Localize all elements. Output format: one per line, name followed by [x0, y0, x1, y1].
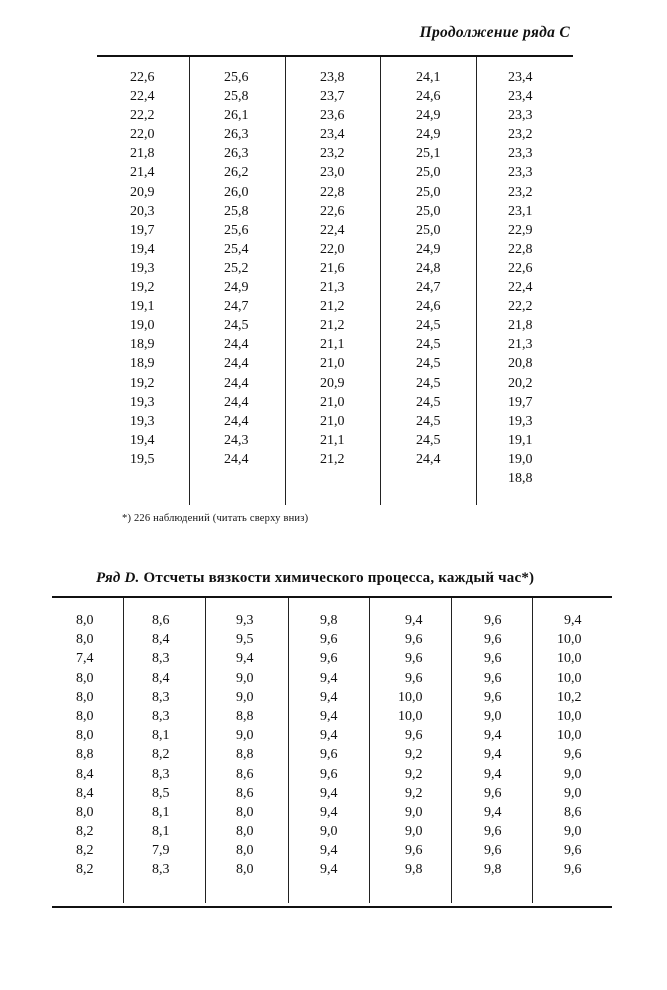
table-cell: 24,7: [224, 299, 249, 315]
table-cell: 9,6: [564, 862, 582, 878]
table-cell: 9,0: [405, 824, 423, 840]
table-cell: 21,1: [320, 337, 345, 353]
table-cell: 24,5: [224, 318, 249, 334]
series-d-column-6: [484, 611, 502, 880]
table-cell: 21,3: [508, 337, 533, 353]
table-cell: 9,6: [564, 843, 582, 859]
table-cell: 22,8: [320, 184, 345, 200]
table-cell: 18,8: [508, 470, 533, 486]
table-cell: 9,8: [484, 862, 502, 878]
table-cell: 20,3: [130, 203, 155, 219]
table-cell: 26,1: [224, 108, 249, 124]
table-cell: 10,0: [557, 708, 582, 724]
table-cell: 21,8: [130, 146, 155, 162]
table-cell: 9,5: [236, 632, 254, 648]
table-cell: 24,5: [416, 356, 441, 372]
table-cell: 8,2: [76, 843, 94, 859]
table-cell: 8,0: [236, 843, 254, 859]
table-cell: 9,6: [320, 747, 338, 763]
series-c-column-3: [320, 68, 345, 469]
table-cell: 8,0: [236, 862, 254, 878]
table-cell: 19,2: [130, 280, 155, 296]
table-cell: 9,6: [484, 824, 502, 840]
table-cell: 8,0: [76, 670, 94, 686]
series-c-divider: [189, 57, 190, 505]
table-cell: 24,9: [224, 280, 249, 296]
series-d-column-3: [236, 611, 254, 880]
table-cell: 9,6: [320, 632, 338, 648]
table-cell: 9,0: [564, 824, 582, 840]
table-cell: 22,0: [320, 241, 345, 257]
table-cell: 9,0: [236, 689, 254, 705]
table-cell: 8,0: [236, 804, 254, 820]
table-cell: 25,0: [416, 203, 441, 219]
table-cell: 22,8: [508, 241, 533, 257]
table-cell: 8,0: [76, 613, 94, 628]
table-cell: 23,8: [320, 70, 345, 85]
table-cell: 8,0: [76, 804, 94, 820]
table-cell: 26,3: [224, 127, 249, 143]
table-cell: 21,1: [320, 432, 345, 448]
series-d-divider: [288, 598, 289, 903]
table-cell: 9,8: [405, 862, 423, 878]
table-cell: 9,8: [320, 613, 338, 628]
series-c-column-5: [508, 68, 533, 488]
table-cell: 24,5: [416, 318, 441, 334]
series-c-divider: [380, 57, 381, 505]
series-d-divider: [451, 598, 452, 903]
table-cell: 8,3: [152, 651, 170, 667]
series-d-divider: [532, 598, 533, 903]
table-cell: 22,6: [130, 70, 155, 85]
table-cell: 9,4: [320, 804, 338, 820]
table-cell: 25,4: [224, 241, 249, 257]
table-cell: 19,0: [508, 451, 533, 467]
series-d-divider: [123, 598, 124, 903]
table-cell: 19,3: [130, 413, 155, 429]
series-d-column-4: [320, 611, 338, 880]
table-cell: 21,2: [320, 318, 345, 334]
table-cell: 18,9: [130, 356, 155, 372]
table-cell: 21,2: [320, 451, 345, 467]
table-cell: 24,9: [416, 108, 441, 124]
table-cell: 9,4: [320, 708, 338, 724]
table-cell: 19,0: [130, 318, 155, 334]
table-cell: 8,6: [236, 785, 254, 801]
table-cell: 9,6: [405, 632, 423, 648]
table-cell: 25,1: [416, 146, 441, 162]
table-cell: 22,0: [130, 127, 155, 143]
series-d-column-5: [398, 611, 423, 880]
table-cell: 9,4: [236, 651, 254, 667]
table-cell: 9,4: [320, 670, 338, 686]
series-d-column-1: [76, 611, 94, 880]
table-cell: 9,6: [484, 632, 502, 648]
table-cell: 25,0: [416, 184, 441, 200]
table-cell: 8,3: [152, 708, 170, 724]
table-cell: 22,4: [508, 280, 533, 296]
table-cell: 23,0: [320, 165, 345, 181]
table-cell: 8,8: [236, 747, 254, 763]
table-cell: 24,5: [416, 394, 441, 410]
table-cell: 9,6: [484, 613, 502, 628]
table-cell: 8,0: [76, 689, 94, 705]
table-cell: 9,2: [405, 785, 423, 801]
table-cell: 18,9: [130, 337, 155, 353]
table-cell: 9,2: [405, 747, 423, 763]
table-cell: 9,6: [405, 670, 423, 686]
table-cell: 9,6: [484, 843, 502, 859]
table-cell: 25,0: [416, 165, 441, 181]
table-cell: 8,6: [236, 766, 254, 782]
table-cell: 8,0: [236, 824, 254, 840]
table-cell: 22,4: [320, 222, 345, 238]
table-cell: 24,7: [416, 280, 441, 296]
table-cell: 23,3: [508, 108, 533, 124]
table-cell: 8,8: [236, 708, 254, 724]
table-cell: 8,3: [152, 689, 170, 705]
series-d-column-7: [557, 611, 582, 880]
table-cell: 8,4: [76, 785, 94, 801]
table-cell: 24,9: [416, 241, 441, 257]
table-cell: 10,0: [398, 708, 423, 724]
table-cell: 9,4: [320, 862, 338, 878]
table-cell: 21,0: [320, 356, 345, 372]
table-cell: 23,2: [320, 146, 345, 162]
table-cell: 9,6: [320, 651, 338, 667]
table-cell: 26,2: [224, 165, 249, 181]
table-cell: 9,0: [564, 785, 582, 801]
table-cell: 24,4: [224, 413, 249, 429]
table-cell: 19,5: [130, 451, 155, 467]
table-cell: 21,6: [320, 260, 345, 276]
table-cell: 24,4: [224, 356, 249, 372]
table-cell: 20,9: [320, 375, 345, 391]
series-c-top-rule: [97, 55, 573, 57]
table-cell: 10,2: [557, 689, 582, 705]
table-cell: 19,2: [130, 375, 155, 391]
table-cell: 22,4: [130, 89, 155, 105]
table-cell: 25,8: [224, 203, 249, 219]
table-cell: 23,2: [508, 127, 533, 143]
table-cell: 9,4: [320, 728, 338, 744]
table-cell: 24,6: [416, 89, 441, 105]
table-cell: 8,5: [152, 785, 170, 801]
table-cell: 19,1: [130, 299, 155, 315]
table-cell: 9,6: [320, 766, 338, 782]
series-d-title: [96, 570, 534, 587]
table-cell: 7,4: [76, 651, 94, 667]
table-cell: 9,4: [320, 785, 338, 801]
table-cell: 8,4: [152, 670, 170, 686]
series-d-title-prefix: Ряд D.: [96, 570, 140, 586]
table-cell: 8,6: [564, 804, 582, 820]
table-cell: 9,6: [484, 670, 502, 686]
table-cell: 23,7: [320, 89, 345, 105]
table-cell: 8,3: [152, 766, 170, 782]
table-cell: 24,4: [224, 451, 249, 467]
continuation-title: Продолжение ряда C: [419, 24, 570, 41]
table-cell: 25,8: [224, 89, 249, 105]
series-c-footnote: *) 226 наблюдений (читать сверху вниз): [122, 513, 309, 524]
table-cell: 23,3: [508, 165, 533, 181]
table-cell: 9,6: [405, 728, 423, 744]
table-cell: 20,8: [508, 356, 533, 372]
table-cell: 20,9: [130, 184, 155, 200]
series-c-column-1: [130, 68, 155, 469]
table-cell: 21,3: [320, 280, 345, 296]
table-cell: 9,3: [236, 613, 254, 628]
table-cell: 9,0: [405, 804, 423, 820]
table-cell: 19,7: [508, 394, 533, 410]
table-cell: 10,0: [557, 670, 582, 686]
table-cell: 7,9: [152, 843, 170, 859]
table-cell: 19,3: [130, 260, 155, 276]
table-cell: 8,8: [76, 747, 94, 763]
series-d-divider: [369, 598, 370, 903]
table-cell: 21,2: [320, 299, 345, 315]
table-cell: 21,0: [320, 394, 345, 410]
table-cell: 10,0: [557, 651, 582, 667]
table-cell: 10,0: [557, 728, 582, 744]
series-c-divider: [285, 57, 286, 505]
table-cell: 9,6: [484, 785, 502, 801]
table-cell: 19,4: [130, 432, 155, 448]
table-cell: 19,1: [508, 432, 533, 448]
table-cell: 24,5: [416, 432, 441, 448]
table-cell: 9,6: [484, 651, 502, 667]
table-cell: 10,0: [557, 632, 582, 648]
table-cell: 19,3: [130, 394, 155, 410]
table-cell: 9,0: [236, 670, 254, 686]
table-cell: 9,0: [564, 766, 582, 782]
series-d-column-2: [152, 611, 170, 880]
table-cell: 23,4: [508, 70, 533, 85]
table-cell: 22,2: [130, 108, 155, 124]
table-cell: 9,4: [484, 766, 502, 782]
series-c-column-2: [224, 68, 249, 469]
table-cell: 8,6: [152, 613, 170, 628]
table-cell: 24,8: [416, 260, 441, 276]
table-cell: 24,4: [224, 375, 249, 391]
table-cell: 23,2: [508, 184, 533, 200]
table-cell: 9,4: [484, 747, 502, 763]
table-cell: 8,0: [76, 632, 94, 648]
table-cell: 9,6: [564, 747, 582, 763]
table-cell: 9,6: [484, 689, 502, 705]
table-cell: 24,4: [416, 451, 441, 467]
series-d-bottom-rule: [52, 906, 612, 908]
table-cell: 9,2: [405, 766, 423, 782]
table-cell: 21,8: [508, 318, 533, 334]
table-cell: 8,1: [152, 804, 170, 820]
table-cell: 21,0: [320, 413, 345, 429]
table-cell: 10,0: [398, 689, 423, 705]
table-cell: 19,7: [130, 222, 155, 238]
table-cell: 19,3: [508, 413, 533, 429]
table-cell: 24,5: [416, 375, 441, 391]
table-cell: 9,6: [405, 843, 423, 859]
table-cell: 24,4: [224, 394, 249, 410]
table-cell: 23,4: [508, 89, 533, 105]
table-cell: 24,4: [224, 337, 249, 353]
table-cell: 26,0: [224, 184, 249, 200]
table-cell: 8,2: [76, 824, 94, 840]
table-cell: 8,0: [76, 728, 94, 744]
series-c-divider: [476, 57, 477, 505]
table-cell: 9,4: [564, 613, 582, 628]
table-cell: 25,2: [224, 260, 249, 276]
table-cell: 8,1: [152, 728, 170, 744]
table-cell: 8,4: [152, 632, 170, 648]
table-cell: 9,0: [484, 708, 502, 724]
table-cell: 9,4: [320, 689, 338, 705]
table-cell: 25,0: [416, 222, 441, 238]
table-cell: 8,2: [152, 747, 170, 763]
table-cell: 22,6: [508, 260, 533, 276]
table-cell: 9,4: [320, 843, 338, 859]
table-cell: 9,0: [320, 824, 338, 840]
series-d-title-text: Отсчеты вязкости химического процесса, каждый час*): [139, 570, 535, 586]
table-cell: 8,0: [76, 708, 94, 724]
table-cell: 8,2: [76, 862, 94, 878]
table-cell: 20,2: [508, 375, 533, 391]
table-cell: 23,4: [320, 127, 345, 143]
table-cell: 25,6: [224, 70, 249, 85]
table-cell: 9,6: [405, 651, 423, 667]
table-cell: 8,4: [76, 766, 94, 782]
table-cell: 24,5: [416, 337, 441, 353]
table-cell: 23,3: [508, 146, 533, 162]
table-cell: 24,3: [224, 432, 249, 448]
series-c-column-4: [416, 68, 441, 469]
table-cell: 23,1: [508, 203, 533, 219]
table-cell: 9,4: [484, 728, 502, 744]
series-d-divider: [205, 598, 206, 903]
table-cell: 9,4: [405, 613, 423, 628]
table-cell: 25,6: [224, 222, 249, 238]
table-cell: 19,4: [130, 241, 155, 257]
table-cell: 24,1: [416, 70, 441, 85]
table-cell: 8,3: [152, 862, 170, 878]
table-cell: 22,9: [508, 222, 533, 238]
table-cell: 9,4: [484, 804, 502, 820]
table-cell: 22,2: [508, 299, 533, 315]
table-cell: 23,6: [320, 108, 345, 124]
table-cell: 24,5: [416, 413, 441, 429]
table-cell: 24,6: [416, 299, 441, 315]
series-d-top-rule: [52, 596, 612, 598]
table-cell: 22,6: [320, 203, 345, 219]
table-cell: 9,0: [236, 728, 254, 744]
table-cell: 26,3: [224, 146, 249, 162]
table-cell: 21,4: [130, 165, 155, 181]
table-cell: 24,9: [416, 127, 441, 143]
table-cell: 8,1: [152, 824, 170, 840]
